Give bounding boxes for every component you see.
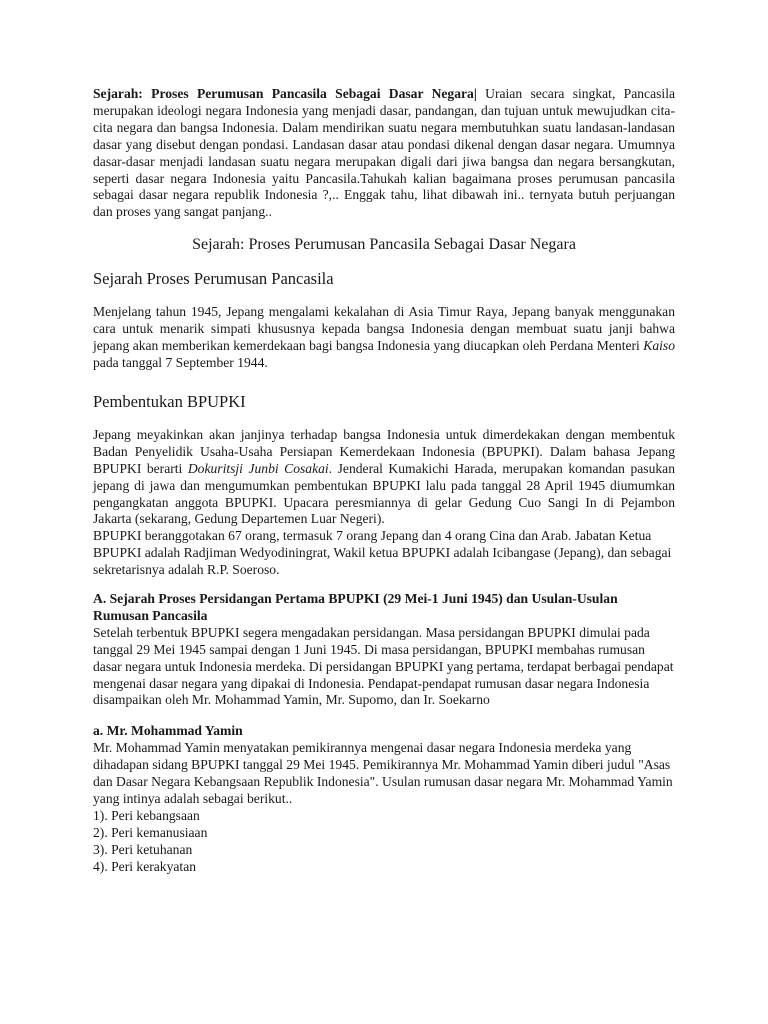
intro-paragraph <box>93 86 675 221</box>
section2-paragraph-2: BPUPKI beranggotakan 67 orang, termasuk 7 orang Jepang dan 4 orang Cina dan Arab. Jabatan Ketua BPUPKI adalah Radjiman Wedyodiningrat, Wakil ketua BPUPKI adalah Icibangase (Jepang), dan sebagai sekretarisnya adalah R.P. Soeroso. <box>93 528 672 578</box>
intro-text: Uraian secara singkat, Pancasila merupakan ideologi negara Indonesia yang menjadi dasar, pandangan, dan tujuan untuk mewujudkan cita-cita negara dan bangsa Indonesia. Dalam mendirikan suatu negara membutuhkan suatu landasan-landasan dasar yang disebut dengan pondasi. Landasan dasar atau pondasi dikenal dengan dasar negara. Umumnya dasar-dasar menjadi landasan suatu negara merupakan digali dari jiwa bangsa dan negara bersangkutan, seperti dasar negara Indonesia yaitu Pancasila.Tahukah kalian bagaimana proses perumusan pancasila sebagai dasar negara republik Indonesia ?,.. Enggak tahu, lihat dibawah ini.. ternyata butuh perjuangan dan proses yang sangat panjang.. <box>93 86 675 220</box>
section2-text-before: Jepang meyakinkan akan janjinya terhadap bangsa Indonesia untuk dimerdekakan dengan membentuk Badan Penyelidik Usaha-Usaha Persiapan Kemerdekaan Indonesia (BPUPKI). Dalam bahasa Jepang BPUPKI berarti <box>93 426 675 476</box>
list-item: 4). Peri kerakyatan <box>93 858 197 874</box>
section1-italic: Kaiso <box>643 338 675 354</box>
section2-paragraph <box>93 427 675 528</box>
section1-text-before: Menjelang tahun 1945, Jepang mengalami kekalahan di Asia Timur Raya, Jepang banyak menggunakan cara untuk menarik simpati khususnya kepada bangsa Indonesia dengan membuat suatu janji bahwa jepang akan memberikan kemerdekaan bagi bangsa Indonesia yang diucapkan oleh Perdana Menteri <box>93 304 675 354</box>
section4-heading: a. Mr. Mohammad Yamin <box>93 723 243 739</box>
section1-text-after: pada tanggal 7 September 1944. <box>93 354 268 370</box>
section4-list <box>93 808 675 876</box>
list-item: 2). Peri kemanusiaan <box>93 824 208 840</box>
section3-heading: A. Sejarah Proses Persidangan Pertama BPUPKI (29 Mei-1 Juni 1945) dan Usulan-Usulan Rumusan Pancasila <box>93 591 618 623</box>
list-item: 1). Peri kebangsaan <box>93 807 200 823</box>
section2-italic: Dokuritsji Junbi Cosakai <box>187 460 329 476</box>
list-item: 3). Peri ketuhanan <box>93 841 193 857</box>
main-title: Sejarah: Proses Perumusan Pancasila Sebagai Dasar Negara <box>192 236 576 254</box>
section1-paragraph <box>93 304 675 372</box>
section4-paragraph: Mr. Mohammad Yamin menyatakan pemikirannya mengenai dasar negara Indonesia merdeka yang dihadapan sidang BPUPKI tanggal 29 Mei 1945. Pemikirannya Mr. Mohammad Yamin diberi judul "Asas dan Dasar Negara Kebangsaan Republik Indonesia". Usulan rumusan dasar negara Mr. Mohammad Yamin yang intinya adalah sebagai berikut.. <box>93 740 673 806</box>
section2-heading: Pembentukan BPUPKI <box>93 391 246 411</box>
intro-bold-title: Sejarah: Proses Perumusan Pancasila Sebagai Dasar Negara| <box>93 86 477 101</box>
section2-text-after: . Jenderal Kumakichi Harada, merupakan komandan pasukan jepang di jawa dan mengumumkan pembentukan BPUPKI lalu pada tanggal 28 April 1945 diumumkan pengangkatan anggota BPUPKI. Upacara peresmiannya di gelar Gedung Cuo Sangi In di Pejambon Jakarta (sekarang, Gedung Departemen Luar Negeri). <box>93 460 675 527</box>
section3-paragraph: Setelah terbentuk BPUPKI segera mengadakan persidangan. Masa persidangan BPUPKI dimulai pada tanggal 29 Mei 1945 sampai dengan 1 Juni 1945. Di masa persidangan, BPUPKI membahas rumusan dasar negara untuk Indonesia merdeka. Di persidangan BPUPKI yang pertama, terdapat berbagai pendapat mengenai dasar negara yang dipakai di Indonesia. Pendapat-pendapat rumusan dasar negara Indonesia disampaikan oleh Mr. Mohammad Yamin, Mr. Supomo, dan Ir. Soekarno <box>93 624 674 708</box>
section1-heading: Sejarah Proses Perumusan Pancasila <box>93 269 334 289</box>
